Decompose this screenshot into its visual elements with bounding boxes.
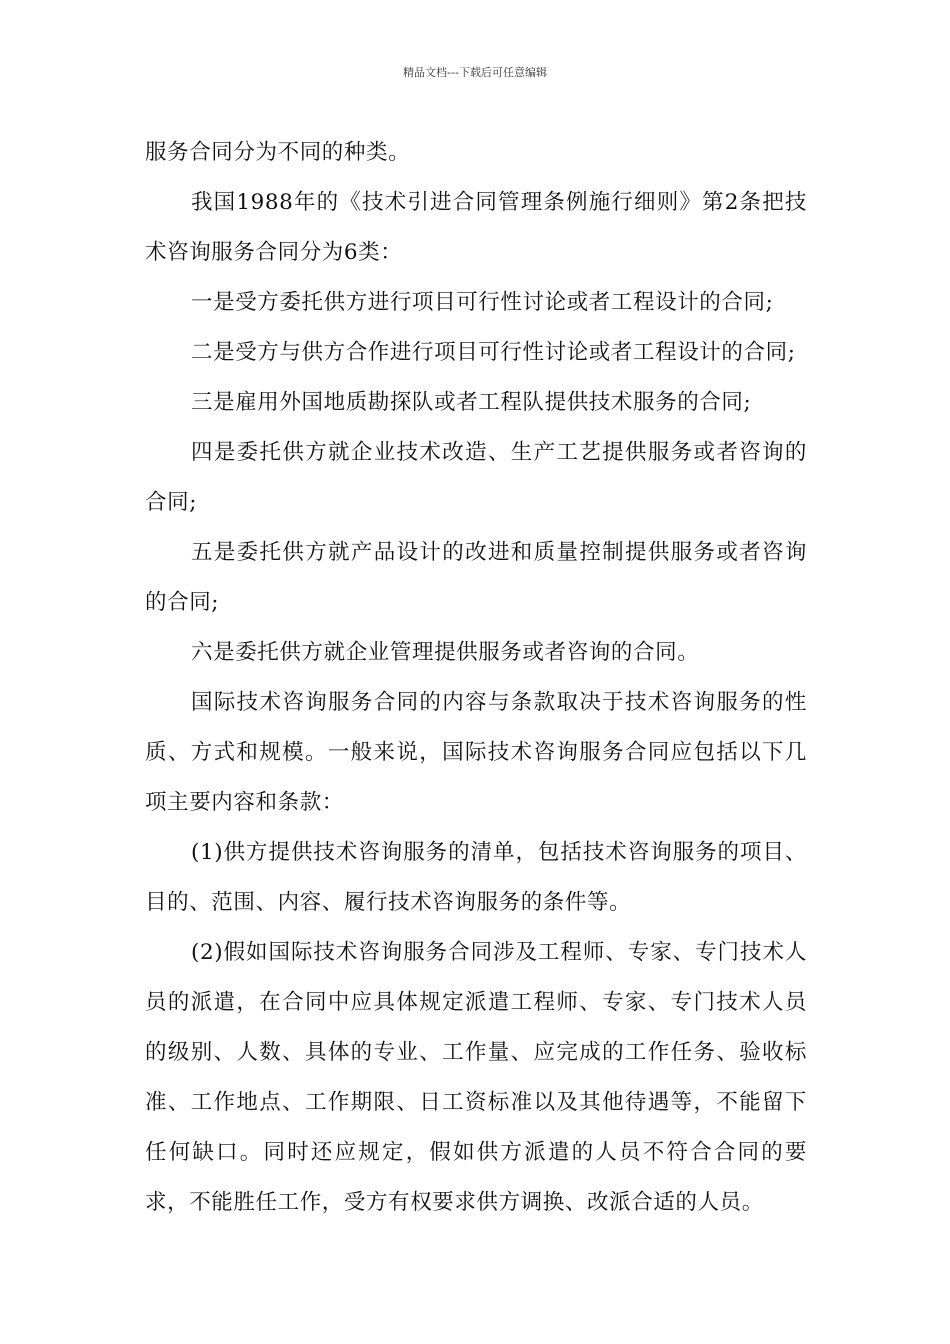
paragraph-type-3: 三是雇用外国地质勘探队或者工程队提供技术服务的合同;: [191, 390, 752, 415]
paragraph-contract-contents: 国际技术咨询服务合同的内容与条款取决于技术咨询服务的性质、方式和规模。一般来说，国际技术咨询服务合同应包括以下几项主要内容和条款：: [145, 690, 807, 815]
paragraph-type-6: 六是委托供方就企业管理提供服务或者咨询的合同。: [191, 640, 700, 665]
paragraph-continuation: 服务合同分为不同的种类。: [145, 140, 411, 165]
paragraph-type-2: 二是受方与供方合作进行项目可行性讨论或者工程设计的合同;: [191, 340, 796, 365]
paragraph-type-1: 一是受方委托供方进行项目可行性讨论或者工程设计的合同;: [191, 290, 774, 315]
paragraph-clause-2: (2)假如国际技术咨询服务合同涉及工程师、专家、专门技术人员的派遣，在合同中应具体规定派遣工程师、专家、专门技术人员的级别、人数、具体的专业、工作量、应完成的工作任务、验收标准、工作地点、工作期限、日工资标准以及其他待遇等，不能留下任何缺口。同时还应规定，假如供方派遣的人员不符合合同的要求，不能胜任工作，受方有权要求供方调换、改派合适的人员。: [145, 940, 807, 1215]
paragraph-type-4: 四是委托供方就企业技术改造、生产工艺提供服务或者咨询的合同;: [145, 440, 807, 515]
document-body: [145, 128, 807, 1228]
paragraph-clause-1: (1)供方提供技术咨询服务的清单，包括技术咨询服务的项目、目的、范围、内容、履行技术咨询服务的条件等。: [145, 840, 807, 915]
paragraph-type-5: 五是委托供方就产品设计的改进和质量控制提供服务或者咨询的合同;: [145, 540, 807, 615]
page-header: 精品文档---下载后可任意编辑: [403, 66, 547, 79]
paragraph-regulation-intro: 我国1988年的《技术引进合同管理条例施行细则》第2条把技术咨询服务合同分为6类：: [145, 190, 807, 265]
